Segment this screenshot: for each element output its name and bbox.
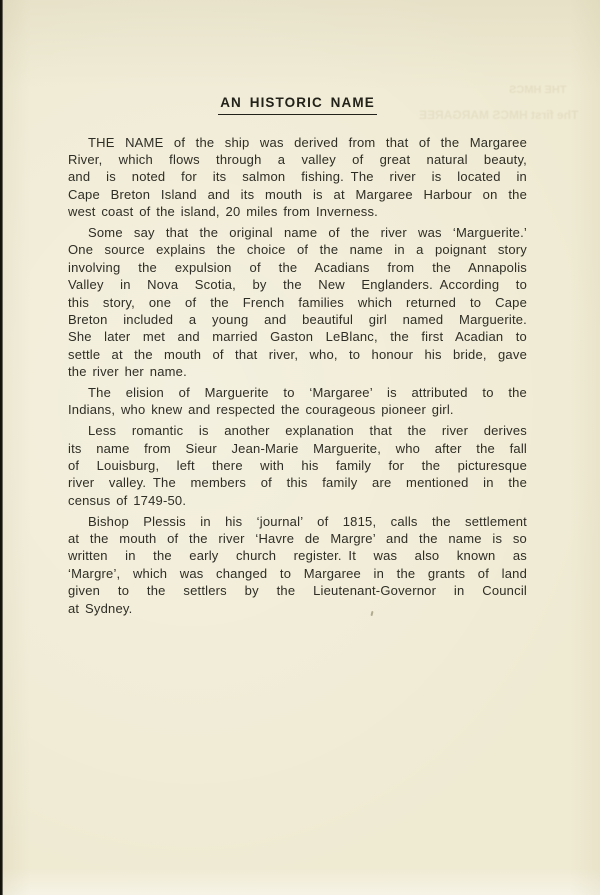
text-line: Breton included a young and beautiful girl named Marguerite. (68, 311, 527, 327)
text-line: river valley. The members of this family are mentioned in the (68, 475, 527, 491)
paragraph (68, 422, 527, 509)
text-line: Some say that the original name of the river was ‘Marguerite.’ (88, 224, 527, 240)
page-content (68, 90, 527, 617)
text-line: She later met and married Gaston LeBlanc, the first Acadian to (68, 329, 527, 345)
body-paragraphs (68, 134, 527, 618)
text-line: The elision of Marguerite to ‘Margaree’ is attributed to the (88, 384, 527, 400)
text-line: at the mouth of the river ‘Havre de Margre’ and the name is so (68, 531, 527, 547)
text-line: THE NAME of the ship was derived from that of the Margaree (88, 134, 527, 150)
text-line: involving the expulsion of the Acadians from the Annapolis (68, 259, 527, 275)
page-title (68, 90, 527, 115)
text-line: Less romantic is another explanation that the river derives (88, 423, 527, 439)
text-line: Bishop Plessis in his ‘journal’ of 1815, calls the settlement (88, 513, 527, 529)
text-line: west coast of the island, 20 miles from Inverness. (68, 204, 378, 220)
text-line: River, which flows through a valley of great natural beauty, (68, 151, 527, 167)
paragraph (68, 513, 527, 617)
text-line: this story, one of the French families which returned to Cape (68, 294, 527, 310)
text-line: Valley in Nova Scotia, by the New Englanders. According to (68, 277, 527, 293)
text-line: ‘Margre’, which was changed to Margaree in the grants of land (68, 565, 527, 581)
paragraph (68, 384, 527, 419)
text-line: its name from Sieur Jean-Marie Marguerite, who after the fall (68, 440, 527, 456)
text-line: census of 1749-50. (68, 492, 187, 508)
bleedthrough-line: THE HMCS (508, 84, 566, 96)
scan-edge-artifact (0, 0, 3, 895)
text-line: Indians, who knew and respected the courageous pioneer girl. (68, 402, 454, 418)
bleedthrough-line: The first HMCS MARGAREE (418, 108, 578, 122)
text-line: at Sydney. (68, 600, 133, 616)
text-line: given to the settlers by the Lieutenant-Governor in Council (68, 583, 527, 599)
text-line: the river her name. (68, 364, 187, 380)
text-line: Cape Breton Island and its mouth is at Margaree Harbour on the (68, 186, 527, 202)
text-line: One source explains the choice of the name in a poignant story (68, 242, 527, 258)
paragraph (68, 134, 527, 221)
paragraph (68, 224, 527, 381)
page-title-text: AN HISTORIC NAME (218, 95, 377, 115)
text-line: settle at the mouth of that river, who, to honour his bride, gave (68, 346, 527, 362)
text-line: of Louisburg, left there with his family for the picturesque (68, 458, 527, 474)
text-line: written in the early church register. It was also known as (68, 548, 527, 564)
text-line: and is noted for its salmon fishing. The river is located in (68, 169, 527, 185)
